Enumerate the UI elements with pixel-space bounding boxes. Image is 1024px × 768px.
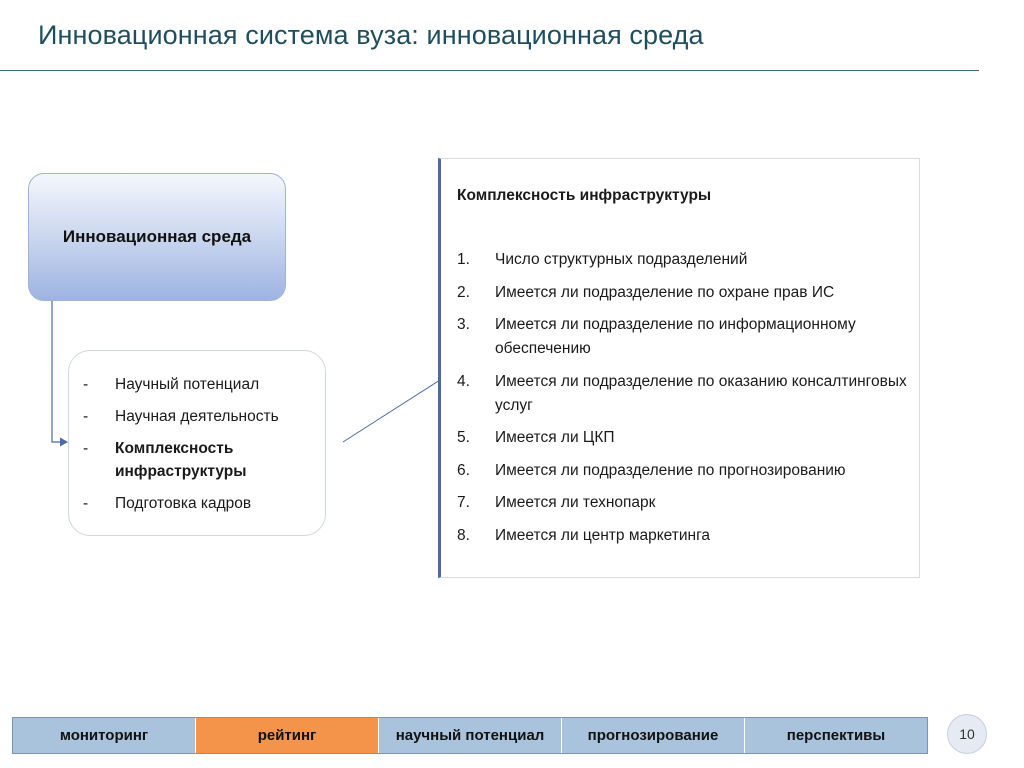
environment-items-list [83,373,313,515]
list-item-selected[interactable] [83,437,313,483]
list-item [457,370,913,418]
item-text: Подготовка кадров [115,495,252,512]
item-number: 8. [457,526,470,544]
list-item [457,248,913,272]
innovation-environment-box[interactable] [28,173,286,301]
dash-marker: - [83,495,89,512]
item-text: Комплексность инфраструктуры [115,440,247,480]
list-item[interactable] [83,405,313,428]
nav-tab-rating[interactable]: рейтинг [196,718,379,753]
item-text: Имеется ли подразделение по оказанию консалтинговых услуг [495,372,907,414]
item-text: Имеется ли технопарк [495,494,656,511]
item-text: Число структурных подразделений [495,251,748,268]
page-number-badge: 10 [947,714,987,754]
list-item[interactable] [83,373,313,396]
item-number: 7. [457,494,470,511]
item-text: Имеется ли центр маркетинга [495,526,711,544]
slide-title: Инновационная система вуза: инновационная среда [38,20,704,50]
item-text: Имеется ли подразделение по информационному обеспечению [495,316,856,357]
nav-tab-scientific-potential[interactable]: научный потенциал [379,718,562,753]
nav-tab-prospects[interactable]: перспективы [745,718,927,753]
item-text: Научная деятельность [115,408,279,425]
item-number: 2. [457,283,470,301]
list-item [457,524,913,548]
nav-tab-forecasting[interactable]: прогнозирование [562,718,745,753]
nav-tab-monitoring[interactable]: мониторинг [13,718,196,753]
title-divider [0,70,979,71]
innovation-environment-label: Инновационная среда [62,227,252,246]
item-text: Имеется ли подразделение по прогнозированию [495,461,846,479]
callout-connector [343,380,440,442]
item-number: 5. [457,429,470,446]
detail-heading: Комплексность инфраструктуры [457,187,712,204]
item-number: 4. [457,372,470,390]
item-number: 6. [457,461,470,479]
dash-marker: - [83,408,89,425]
item-number: 1. [457,251,470,268]
item-text: Имеется ли подразделение по охране прав ИС [495,283,835,301]
dash-marker: - [83,376,89,393]
detail-criteria-list [457,248,913,548]
item-text: Имеется ли ЦКП [495,429,615,446]
item-number: 3. [457,316,470,333]
environment-items-box [68,350,326,536]
item-text: Научный потенциал [115,376,260,393]
bottom-navigation [12,717,928,754]
list-item [457,281,913,305]
list-item[interactable] [83,492,313,515]
infrastructure-detail-panel [438,158,920,578]
list-item [457,426,913,450]
list-item [457,491,913,515]
list-item [457,459,913,483]
list-item [457,313,913,361]
elbow-connector [52,301,64,442]
dash-marker: - [83,440,89,457]
connector-arrowhead [60,438,68,447]
